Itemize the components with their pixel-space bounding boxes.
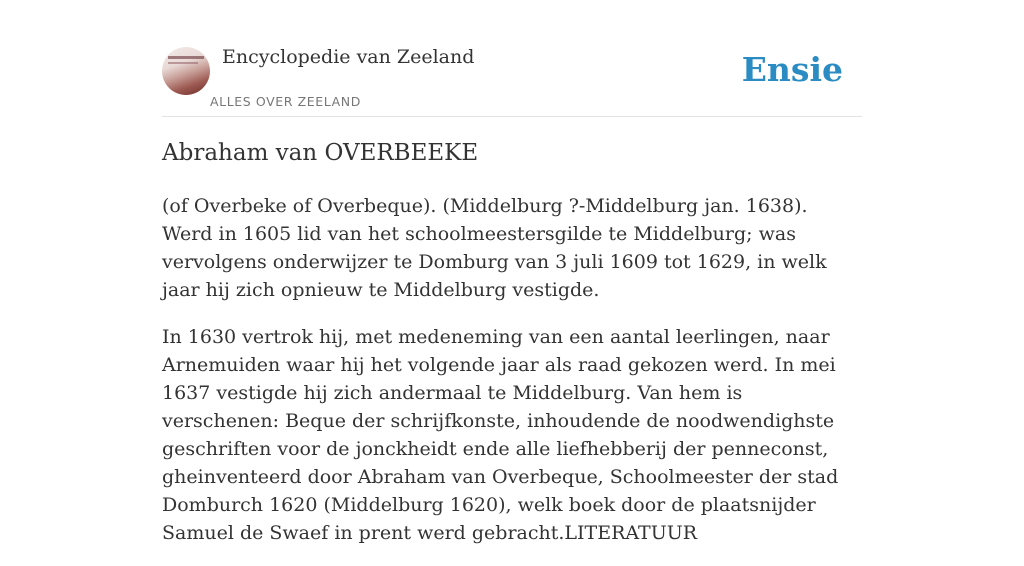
brand-logo-link[interactable]: Ensie	[741, 50, 843, 89]
site-header	[162, 0, 862, 117]
article-body	[162, 192, 862, 566]
article-paragraph: In 1630 vertrok hij, met medeneming van een aantal leerlingen, naar Arnemuiden waar hij het volgende jaar als raad gekozen werd. In mei 1637 vestigde hij zich andermaal te Middelburg. Van hem is verschenen: Beque der schrijfkonste, inhoudende de noodwendighste geschriften voor de jonckheidt ende alle liefhebberij der penneconst, gheinventeerd door Abraham van Overbeque, Schoolmeester der stad Domburch 1620 (Middelburg 1620), welk boek door de plaatsnijder Samuel de Swaef in prent werd gebracht.LITERATUUR	[162, 326, 839, 544]
site-subtitle: ALLES OVER ZEELAND	[210, 94, 361, 109]
page-container	[162, 0, 862, 544]
site-title[interactable]: Encyclopedie van Zeeland	[222, 46, 475, 68]
site-avatar[interactable]	[162, 47, 210, 95]
article-paragraph: (of Overbeke of Overbeque). (Middelburg ?-Middelburg jan. 1638). Werd in 1605 lid van het schoolmeestersgilde te Middelburg; was vervolgens onderwijzer te Domburg van 3 juli 1609 tot 1629, in welk jaar hij zich opnieuw te Middelburg vestigde.	[162, 195, 827, 301]
article-title: Abraham van OVERBEEKE	[162, 140, 479, 166]
